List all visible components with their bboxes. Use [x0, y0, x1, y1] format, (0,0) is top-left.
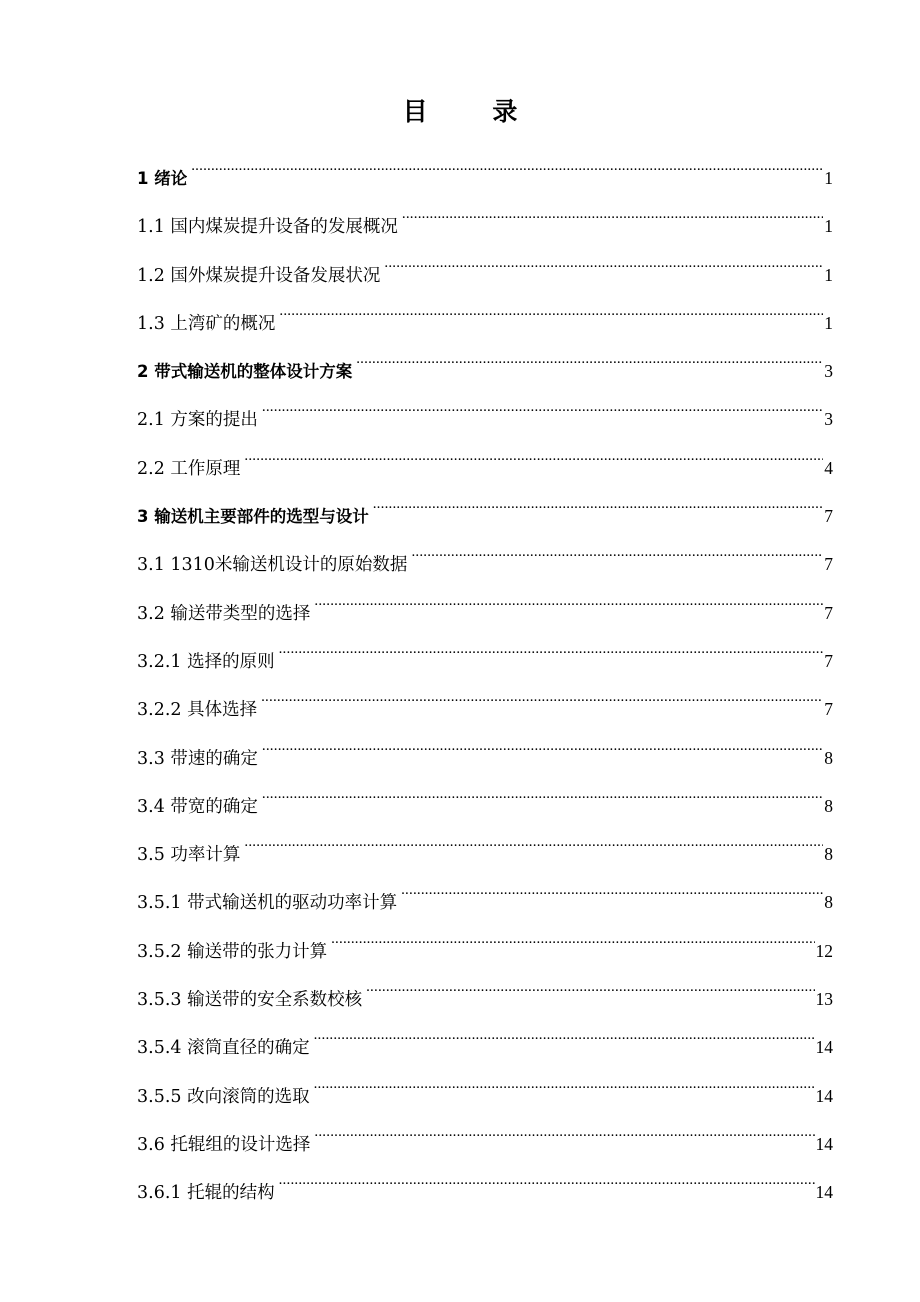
toc-entry-page: 13 — [815, 989, 833, 1010]
toc-leader-dots — [314, 1106, 814, 1150]
toc-entry-text: 3.5.2 输送带的张力计算 — [137, 941, 328, 962]
toc-entry[interactable] — [137, 188, 833, 236]
toc-entry-page: 8 — [824, 747, 833, 768]
toc-entry-text: 2 带式输送机的整体设计方案 — [137, 362, 353, 382]
toc-entry-text: 1.1 国内煤炭提升设备的发展概况 — [137, 217, 398, 238]
toc-entry-page: 8 — [824, 844, 833, 865]
toc-leader-dots — [314, 1058, 815, 1102]
toc-leader-dots — [366, 961, 814, 1005]
toc-entry-page: 14 — [815, 1037, 833, 1058]
toc-entry-text: 3.5.5 改向滚筒的选取 — [137, 1086, 310, 1107]
toc-entry-text: 2.2 工作原理 — [137, 458, 241, 479]
toc-entry-text: 3.6.1 托辊的结构 — [137, 1183, 275, 1204]
toc-entry-text: 3.4 带宽的确定 — [137, 796, 258, 817]
toc-entry-page: 12 — [815, 940, 833, 961]
toc-entry-page: 14 — [815, 1085, 833, 1106]
toc-leader-dots — [279, 623, 824, 667]
toc-entry-page: 1 — [824, 264, 833, 285]
toc-entry-text: 3 输送机主要部件的选型与设计 — [137, 507, 369, 527]
toc-entry-page: 3 — [824, 361, 833, 382]
toc-leader-dots — [244, 430, 823, 474]
toc-entry-page: 7 — [824, 554, 833, 575]
toc-entry-text: 1.2 国外煤炭提升设备发展状况 — [137, 265, 381, 286]
toc-leader-dots — [384, 237, 823, 281]
toc-leader-dots — [401, 864, 823, 908]
toc-leader-dots — [279, 285, 823, 329]
toc-entry-text: 3.2 输送带类型的选择 — [137, 603, 311, 624]
toc-title: 目 录 — [402, 97, 546, 126]
toc-list — [137, 140, 833, 1203]
toc-leader-dots — [402, 188, 823, 232]
toc-leader-dots — [279, 1154, 815, 1198]
toc-entry-text: 3.2.2 具体选择 — [137, 700, 258, 721]
toc-entry-text: 3.5 功率计算 — [137, 845, 241, 866]
toc-entry-page: 1 — [824, 216, 833, 237]
toc-leader-dots — [356, 333, 823, 377]
toc-entry-text: 3.5.4 滚筒直径的确定 — [137, 1038, 310, 1059]
toc-entry-page: 8 — [824, 795, 833, 816]
toc-leader-dots — [262, 720, 823, 764]
toc-entry-text: 3.1 1310米输送机设计的原始数据 — [137, 555, 408, 576]
toc-leader-dots — [314, 575, 823, 619]
toc-leader-dots — [191, 140, 823, 184]
toc-entry-page: 7 — [824, 650, 833, 671]
toc-entry-page: 14 — [815, 1182, 833, 1203]
toc-entry-text: 1 绪论 — [137, 169, 188, 188]
toc-entry-page: 4 — [824, 457, 833, 478]
toc-entry[interactable] — [137, 864, 833, 912]
toc-entry-text: 3.5.3 输送带的安全系数校核 — [137, 990, 363, 1011]
toc-entry-page: 7 — [824, 699, 833, 720]
toc-entry[interactable] — [137, 140, 833, 188]
toc-entry-text: 3.6 托辊组的设计选择 — [137, 1134, 311, 1155]
toc-entry-page: 8 — [824, 892, 833, 913]
toc-leader-dots — [373, 478, 824, 522]
toc-leader-dots — [331, 913, 814, 957]
toc-entry-page: 1 — [824, 312, 833, 333]
toc-entry-text: 3.2.1 选择的原则 — [137, 651, 275, 672]
toc-entry-text: 1.3 上湾矿的概况 — [137, 313, 276, 334]
toc-leader-dots — [262, 768, 823, 812]
toc-leader-dots — [262, 381, 823, 425]
toc-leader-dots — [314, 1009, 815, 1053]
toc-entry[interactable] — [137, 478, 833, 526]
toc-leader-dots — [261, 671, 823, 715]
toc-entry-text: 2.1 方案的提出 — [137, 410, 258, 431]
toc-entry-page: 3 — [824, 409, 833, 430]
toc-entry-page: 7 — [824, 506, 833, 527]
toc-entry-page: 1 — [824, 168, 833, 188]
toc-entry-text: 3.5.1 带式输送机的驱动功率计算 — [137, 893, 398, 914]
toc-entry-page: 7 — [824, 602, 833, 623]
toc-entry-text: 3.3 带速的确定 — [137, 748, 258, 769]
toc-entry-page: 14 — [815, 1133, 833, 1154]
toc-leader-dots — [244, 816, 823, 860]
toc-leader-dots — [411, 526, 823, 570]
